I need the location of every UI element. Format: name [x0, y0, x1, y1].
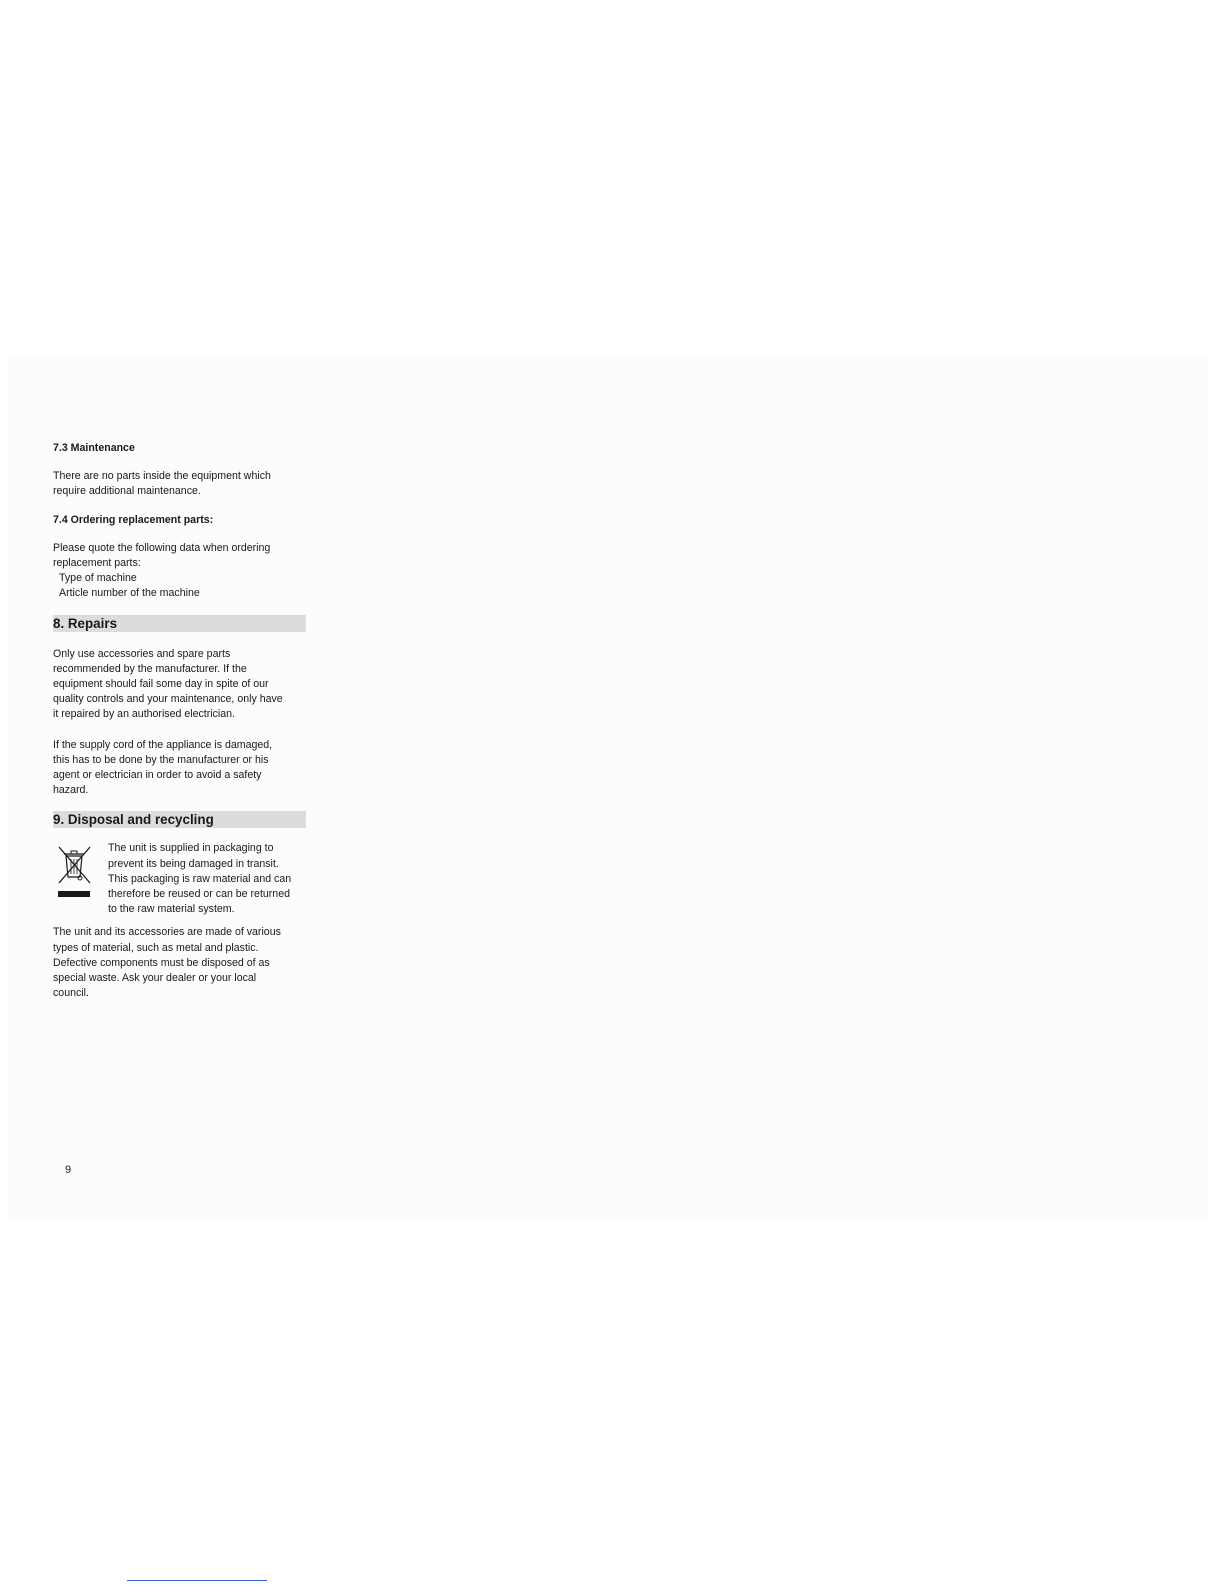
disposal-materials-line: The unit and its accessories are made of various: [53, 926, 281, 939]
supply-cord-line: If the supply cord of the appliance is damaged,: [53, 738, 273, 751]
ordering-list-item: Type of machine: [59, 572, 137, 585]
supply-cord-line: hazard.: [53, 784, 89, 797]
ordering-list-item: Article number of the machine: [59, 587, 200, 600]
supply-cord-line: this has to be done by the manufacturer or his: [53, 753, 269, 766]
ordering-line: Please quote the following data when ordering: [53, 541, 271, 554]
repairs-line: it repaired by an authorised electrician.: [53, 708, 235, 721]
link-underline: [127, 1580, 267, 1581]
repairs-line: quality controls and your maintenance, only have: [53, 693, 283, 706]
disposal-materials-line: Defective components must be disposed of as: [53, 956, 270, 969]
supply-cord-line: agent or electrician in order to avoid a safety: [53, 769, 262, 782]
disposal-packaging-line: therefore be reused or can be returned: [108, 888, 290, 901]
disposal-packaging-line: to the raw material system.: [108, 903, 235, 916]
ordering-heading: 7.4 Ordering replacement parts:: [53, 513, 214, 526]
disposal-materials-line: council.: [53, 987, 89, 1000]
disposal-packaging-line: This packaging is raw material and can: [108, 872, 292, 885]
disposal-packaging-line: The unit is supplied in packaging to: [108, 842, 274, 855]
maintenance-heading: 7.3 Maintenance: [53, 442, 135, 454]
repairs-line: equipment should fail some day in spite of our: [53, 678, 269, 691]
repairs-line: recommended by the manufacturer. If the: [53, 662, 247, 675]
repairs-line: Only use accessories and spare parts: [53, 647, 231, 660]
maintenance-line: There are no parts inside the equipment which: [53, 470, 271, 483]
disposal-packaging-text: [108, 841, 308, 917]
repairs-heading: 8. Repairs: [53, 615, 306, 632]
text-column: [53, 441, 309, 1001]
ordering-line: replacement parts:: [53, 557, 141, 570]
page-number: 9: [65, 1164, 72, 1176]
disposal-materials-line: special waste. Ask your dealer or your local: [53, 972, 257, 985]
crossed-out-wheelie-bin-icon: [54, 843, 94, 899]
disposal-block: [53, 841, 309, 925]
disposal-materials-line: types of material, such as metal and plastic.: [53, 941, 259, 954]
maintenance-line: require additional maintenance.: [53, 485, 201, 498]
disposal-packaging-line: prevent its being damaged in transit.: [108, 857, 279, 870]
disposal-heading: 9. Disposal and recycling: [53, 811, 306, 828]
